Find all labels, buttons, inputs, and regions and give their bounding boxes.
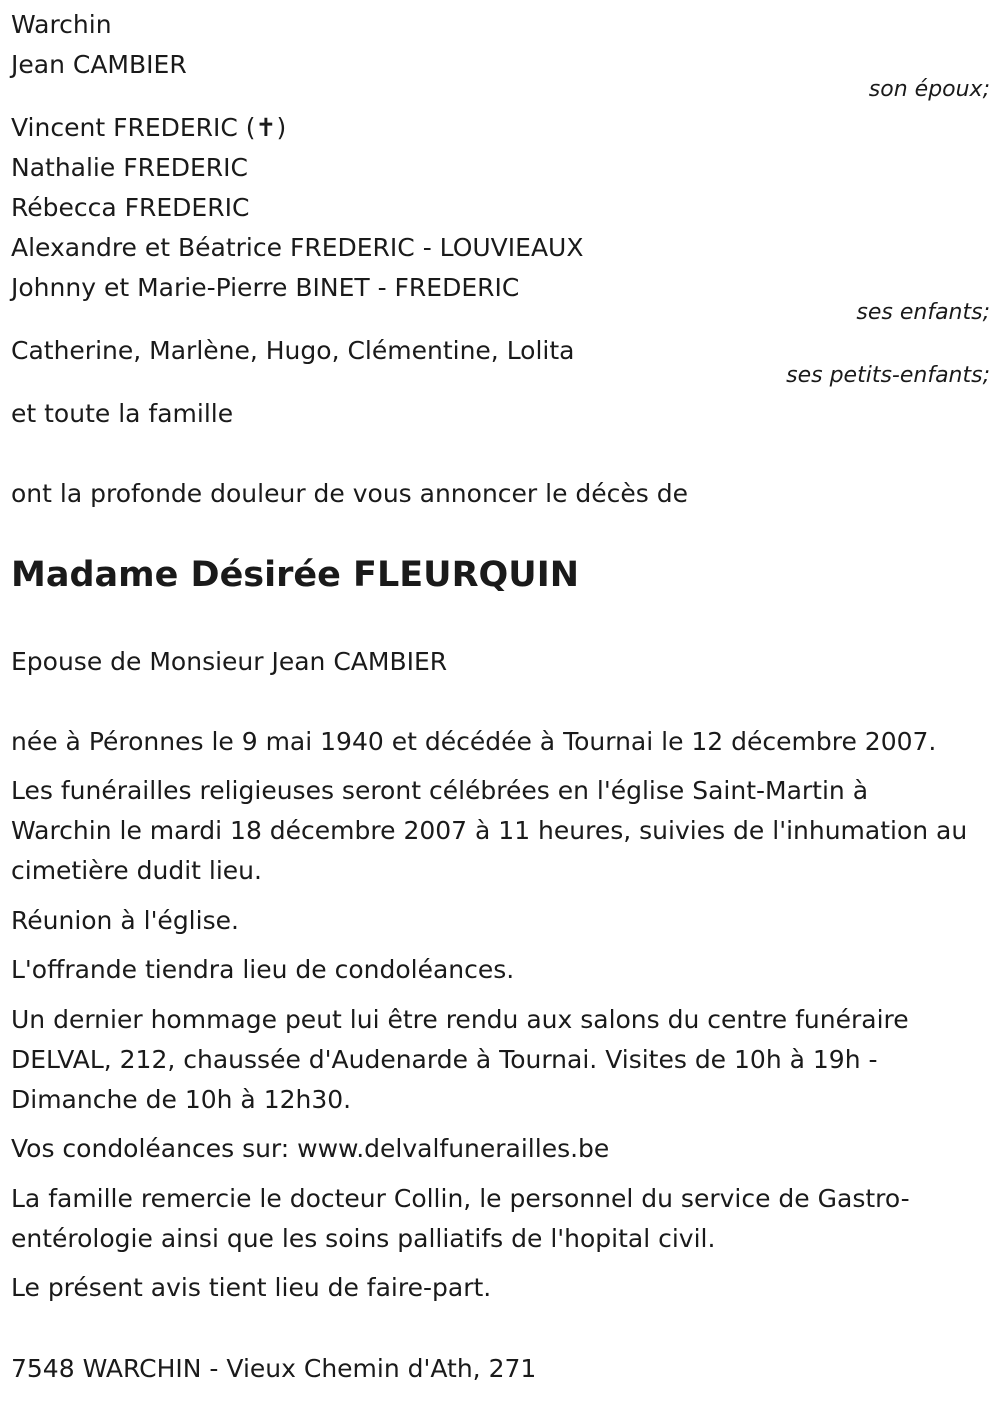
child-3: Rébecca FREDERIC (11, 193, 250, 222)
funeral-details: Les funérailles religieuses seront célébrées en l'église Saint-Martin à Warchin le mardi 18 décembre 2007 à 11 heures, suivies de l'inhumation au cimetière dudit lieu. (11, 776, 968, 885)
tribute-details: Un dernier hommage peut lui être rendu aux salons du centre funéraire DELVAL, 212, chaussée d'Audenarde à Tournai. Visites de 10h à 19h - Dimanche de 10h à 12h30. (11, 1005, 909, 1114)
offering-line: L'offrande tiendra lieu de condoléances. (11, 955, 515, 984)
child-2: Nathalie FREDERIC (11, 153, 248, 182)
meeting-line: Réunion à l'église. (11, 906, 239, 935)
announcement: ont la profonde douleur de vous annoncer le décès de (11, 479, 689, 508)
spouse-line: Epouse de Monsieur Jean CAMBIER (11, 647, 448, 676)
place-line: Warchin (11, 10, 112, 39)
grandchildren-role: ses petits-enfants; (786, 363, 990, 388)
children-role: ses enfants; (856, 300, 990, 325)
child-1: Vincent FREDERIC (✝) (11, 113, 287, 142)
spouse-name: Jean CAMBIER (11, 50, 187, 79)
address-line: 7548 WARCHIN - Vieux Chemin d'Ath, 271 (11, 1354, 537, 1383)
birth-death: née à Péronnes le 9 mai 1940 et décédée à Tournai le 12 décembre 2007. (11, 727, 937, 756)
family-line: et toute la famille (11, 399, 234, 428)
deceased-name: Madame Désirée FLEURQUIN (11, 555, 580, 595)
notice-line: Le présent avis tient lieu de faire-part. (11, 1273, 492, 1302)
condolences-line: Vos condoléances sur: www.delvalfunerailles.be (11, 1134, 610, 1163)
child-4: Alexandre et Béatrice FREDERIC - LOUVIEAUX (11, 233, 584, 262)
spouse-role: son époux; (868, 77, 990, 102)
thanks-line: La famille remercie le docteur Collin, le personnel du service de Gastro-entérologie ainsi que les soins palliatifs de l'hopital civil. (11, 1184, 910, 1253)
grandchildren: Catherine, Marlène, Hugo, Clémentine, Lolita (11, 336, 575, 365)
child-5: Johnny et Marie-Pierre BINET - FREDERIC (11, 273, 520, 302)
